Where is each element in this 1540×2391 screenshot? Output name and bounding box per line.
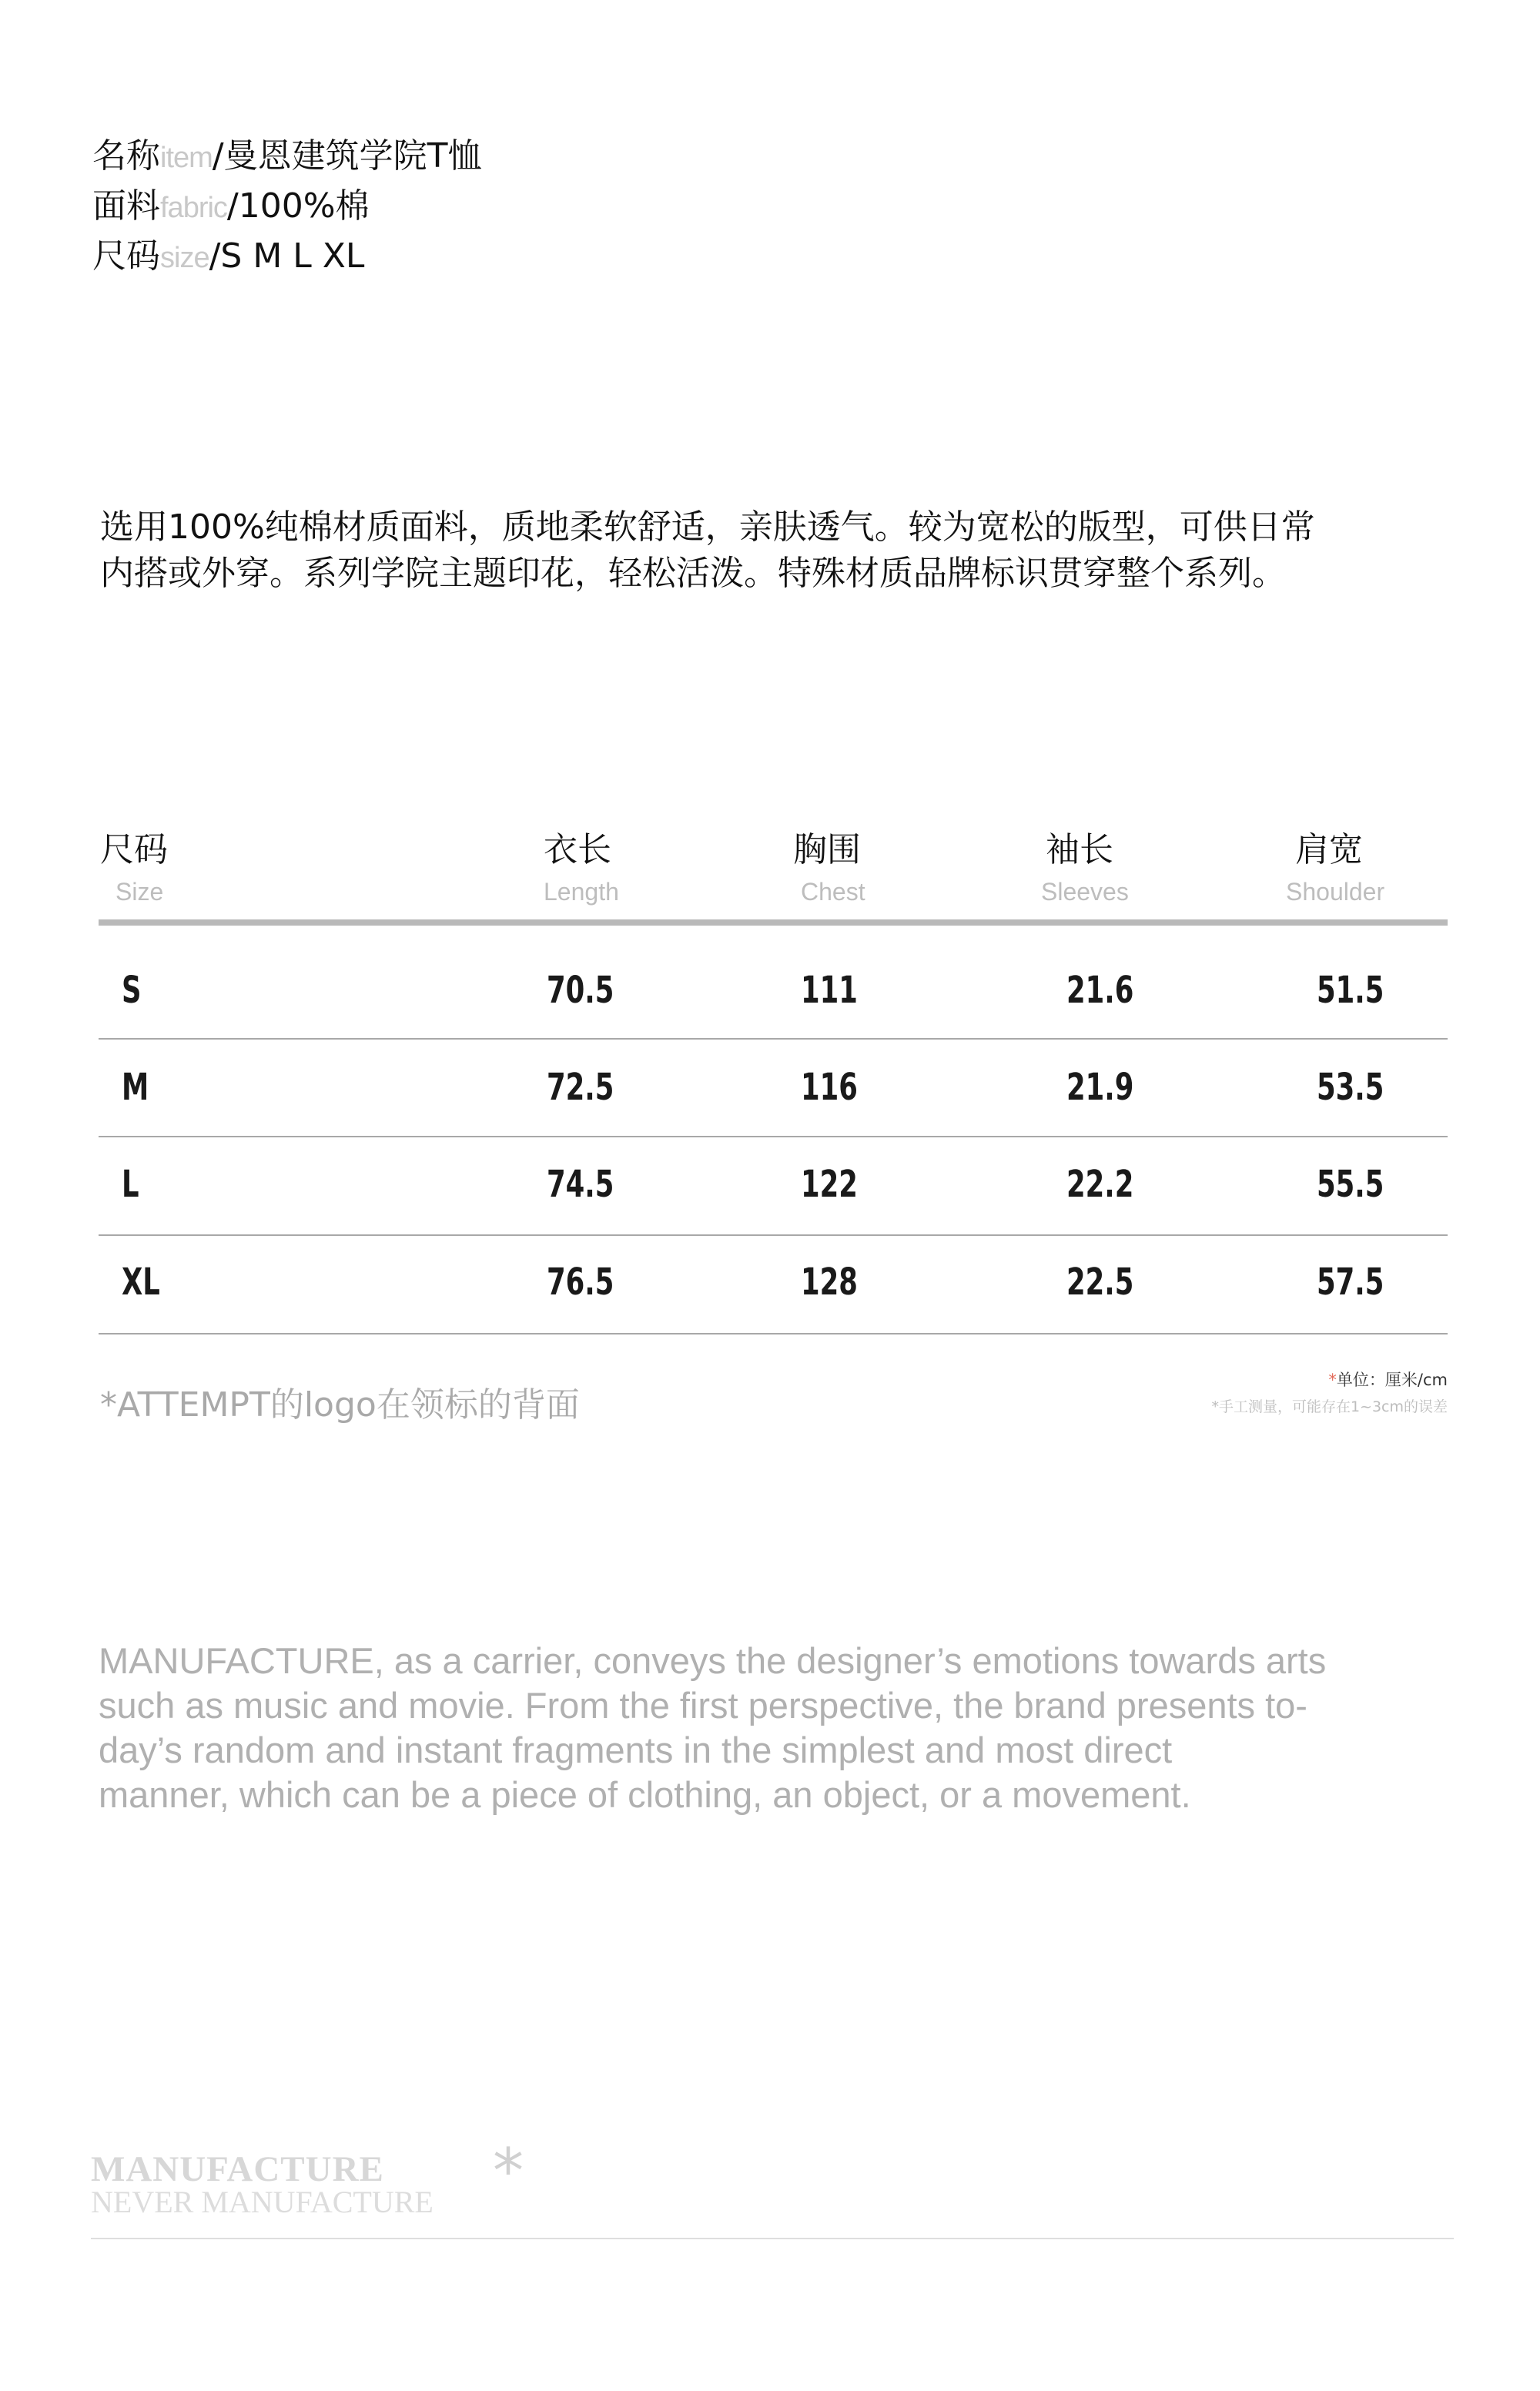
- brand-paragraph: [99, 1639, 1454, 1817]
- info-fabric-label-zh: 面料: [92, 186, 160, 226]
- col-sleeves-zh: 袖长: [1046, 830, 1113, 869]
- info-fabric: [92, 183, 370, 231]
- info-item: [92, 133, 482, 181]
- info-fabric-value: /100%棉: [226, 186, 370, 226]
- brand-paragraph-line-4: manner, which can be a piece of clothing, an object, or a movement.: [99, 1774, 1191, 1815]
- logo-note: *ATTEMPT的logo在领标的背面: [100, 1385, 580, 1425]
- brand-paragraph-line-3: day’s random and instant fragments in the simplest and most direct: [99, 1730, 1173, 1770]
- info-fabric-label-en: fabric: [160, 192, 227, 224]
- description-line-1: 选用100%纯棉材质面料，质地柔软舒适，亲肤透气。较为宽松的版型，可供日常: [100, 507, 1315, 547]
- unit-note: [1328, 1368, 1448, 1391]
- cell-length: 72.5: [547, 1066, 614, 1109]
- col-size-zh: 尺码: [100, 830, 168, 869]
- cell-length: 70.5: [547, 969, 614, 1012]
- row-divider: [99, 1136, 1448, 1137]
- cell-size: S: [122, 969, 142, 1012]
- cell-sleeves: 22.5: [1066, 1261, 1134, 1304]
- cell-shoulder: 51.5: [1317, 969, 1384, 1012]
- row-divider: [99, 1333, 1448, 1334]
- info-size-label-en: size: [160, 242, 209, 274]
- brand-tagline: NEVER MANUFACTURE: [91, 2185, 434, 2219]
- unit-star: *: [1328, 1371, 1337, 1389]
- cell-chest: 122: [801, 1163, 858, 1206]
- brand-paragraph-line-2: such as music and movie. From the first perspective, the brand presents to-: [99, 1685, 1307, 1726]
- info-item-label-en: item: [160, 142, 213, 174]
- info-size: [92, 233, 364, 281]
- product-description: [100, 504, 1455, 597]
- col-chest-en: Chest: [801, 878, 865, 906]
- col-length-en: Length: [544, 878, 619, 906]
- cell-size: L: [122, 1163, 139, 1206]
- col-size-en: Size: [116, 878, 164, 906]
- cell-length: 76.5: [547, 1261, 614, 1304]
- col-chest-zh: 胸围: [793, 830, 861, 869]
- row-divider: [99, 1234, 1448, 1236]
- description-line-2: 内搭或外穿。系列学院主题印花，轻松活泼。特殊材质品牌标识贯穿整个系列。: [100, 554, 1286, 593]
- cell-shoulder: 55.5: [1317, 1163, 1384, 1206]
- cell-shoulder: 57.5: [1317, 1261, 1384, 1304]
- brand-logo-text: MANUFACTURE: [91, 2149, 384, 2189]
- cell-size: M: [122, 1066, 149, 1109]
- row-divider: [99, 1038, 1448, 1040]
- cell-sleeves: 21.9: [1066, 1066, 1134, 1109]
- cell-sleeves: 22.2: [1066, 1163, 1134, 1206]
- cell-sleeves: 21.6: [1066, 969, 1134, 1012]
- col-sleeves-en: Sleeves: [1041, 878, 1129, 906]
- brand-paragraph-line-1: MANUFACTURE, as a carrier, conveys the designer’s emotions towards arts: [99, 1640, 1327, 1681]
- cell-chest: 128: [801, 1261, 858, 1304]
- info-size-value: /S M L XL: [209, 236, 365, 276]
- col-shoulder-zh: 肩宽: [1295, 830, 1363, 869]
- table-header-rule: [99, 919, 1448, 926]
- info-item-value: /曼恩建筑学院T恤: [212, 136, 482, 176]
- col-shoulder-en: Shoulder: [1286, 878, 1385, 906]
- info-size-label-zh: 尺码: [92, 236, 160, 276]
- cell-chest: 111: [801, 969, 858, 1012]
- info-item-label-zh: 名称: [92, 136, 160, 176]
- unit-text: 单位：厘米/cm: [1336, 1371, 1448, 1389]
- footer-divider: [91, 2238, 1454, 2239]
- cell-length: 74.5: [547, 1163, 614, 1206]
- measure-note: *手工测量，可能存在1~3cm的误差: [1211, 1398, 1448, 1415]
- cell-size: XL: [122, 1261, 160, 1304]
- cell-chest: 116: [801, 1066, 858, 1109]
- asterisk-icon: *: [493, 2135, 524, 2207]
- col-length-zh: 衣长: [544, 830, 611, 869]
- cell-shoulder: 53.5: [1317, 1066, 1384, 1109]
